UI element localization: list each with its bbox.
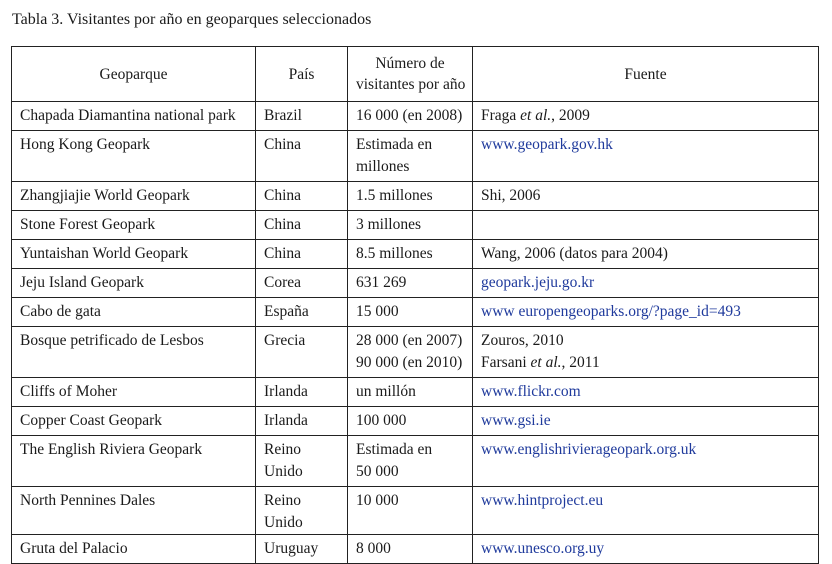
table-row (12, 182, 819, 211)
cell-geoparque (12, 102, 256, 131)
header-visitantes-line2: visitantes por año (356, 76, 466, 93)
visitantes-value: 28 000 (en 2007) (356, 332, 463, 349)
pais-name: China (264, 136, 302, 153)
fuente-pre: www.hintproject.eu (481, 492, 604, 509)
fuente-pre: geopark.jeju.go.kr (481, 274, 595, 291)
table-row (12, 327, 819, 378)
cell-geoparque (12, 131, 256, 182)
visitantes-value: un millón (356, 383, 416, 400)
geoparque-name: Cliffs of Moher (20, 383, 118, 400)
fuente-pre: www.unesco.org.uy (481, 540, 605, 557)
fuente-link[interactable] (481, 134, 810, 156)
pais-name: Reino Unido (264, 492, 303, 531)
fuente-citation (481, 330, 810, 352)
cell-visitantes (348, 407, 473, 436)
cell-fuente (473, 240, 819, 269)
pais-name: China (264, 245, 302, 262)
cell-fuente (473, 211, 819, 240)
fuente-pre: www.englishrivierageopark.org.uk (481, 441, 697, 458)
cell-geoparque (12, 211, 256, 240)
pais-name: China (264, 216, 302, 233)
pais-name: Irlanda (264, 412, 308, 429)
cell-geoparque (12, 436, 256, 487)
visitantes-value: 8 000 (356, 540, 391, 557)
fuente-link[interactable] (481, 439, 810, 461)
header-visitantes (348, 47, 473, 102)
visitantes-value: 15 000 (356, 303, 399, 320)
fuente-pre: www.geopark.gov.hk (481, 136, 613, 153)
table-row (12, 436, 819, 487)
cell-pais (256, 327, 348, 378)
cell-geoparque (12, 378, 256, 407)
cell-pais (256, 131, 348, 182)
geoparque-name: The English Riviera Geopark (20, 441, 203, 458)
visitantes-value: 10 000 (356, 492, 399, 509)
table-row (12, 487, 819, 535)
cell-geoparque (12, 269, 256, 298)
geoparque-name: Hong Kong Geopark (20, 136, 151, 153)
pais-name: Grecia (264, 332, 306, 349)
cell-pais (256, 182, 348, 211)
fuente-citation (481, 185, 810, 207)
geoparque-name: Gruta del Palacio (20, 540, 128, 557)
pais-name: España (264, 303, 309, 320)
fuente-citation (481, 243, 810, 265)
cell-visitantes (348, 487, 473, 535)
table-row (12, 240, 819, 269)
cell-fuente (473, 436, 819, 487)
fuente-link[interactable] (481, 301, 810, 323)
cell-geoparque (12, 240, 256, 269)
cell-pais (256, 240, 348, 269)
pais-name: China (264, 187, 302, 204)
cell-pais (256, 102, 348, 131)
visitantes-value: Estimada en (356, 136, 433, 153)
cell-pais (256, 535, 348, 564)
cell-pais (256, 298, 348, 327)
table-caption: Tabla 3. Visitantes por año en geoparques seleccionados (12, 11, 372, 28)
cell-pais (256, 211, 348, 240)
cell-fuente (473, 102, 819, 131)
visitantes-value: 3 millones (356, 216, 422, 233)
fuente-em: et al. (530, 354, 562, 371)
fuente-pre: Shi, 2006 (481, 187, 541, 204)
table-row (12, 407, 819, 436)
fuente-link[interactable] (481, 272, 810, 294)
cell-fuente (473, 487, 819, 535)
cell-visitantes (348, 327, 473, 378)
cell-visitantes (348, 298, 473, 327)
fuente-pre: Fraga (481, 107, 521, 124)
geoparque-name: Chapada Diamantina national park (20, 107, 236, 124)
cell-fuente (473, 131, 819, 182)
cell-pais (256, 269, 348, 298)
visitantes-value: 631 269 (356, 274, 407, 291)
fuente-link[interactable] (481, 381, 810, 403)
fuente-post: , 2009 (551, 107, 590, 124)
cell-geoparque (12, 298, 256, 327)
fuente-post: , 2011 (561, 354, 600, 371)
visitantes-value: 16 000 (en 2008) (356, 107, 463, 124)
fuente-link[interactable] (481, 538, 810, 560)
geoparque-name: Stone Forest Geopark (20, 216, 156, 233)
fuente-citation (481, 105, 810, 127)
cell-visitantes (348, 182, 473, 211)
visitantes-value: 100 000 (356, 412, 407, 429)
table-row (12, 535, 819, 564)
visitantes-value: Estimada en (356, 441, 433, 458)
cell-pais (256, 436, 348, 487)
cell-visitantes (348, 240, 473, 269)
fuente-em: et al. (520, 107, 552, 124)
fuente-pre: www europengeoparks.org/?page_id=493 (481, 303, 741, 320)
cell-visitantes (348, 378, 473, 407)
fuente-citation (481, 352, 810, 374)
cell-fuente (473, 378, 819, 407)
visitantes-value: 8.5 millones (356, 245, 433, 262)
geoparque-name: Bosque petrificado de Lesbos (20, 332, 204, 349)
cell-visitantes (348, 436, 473, 487)
cell-fuente (473, 269, 819, 298)
cell-visitantes (348, 535, 473, 564)
cell-geoparque (12, 327, 256, 378)
cell-fuente (473, 298, 819, 327)
cell-fuente (473, 407, 819, 436)
header-row (12, 47, 819, 102)
cell-visitantes (348, 269, 473, 298)
cell-geoparque (12, 535, 256, 564)
fuente-pre: www.flickr.com (481, 383, 581, 400)
geoparque-name: Zhangjiajie World Geopark (20, 187, 190, 204)
pais-name: Uruguay (264, 540, 319, 557)
cell-pais (256, 407, 348, 436)
pais-name: Reino Unido (264, 441, 303, 480)
table-row (12, 131, 819, 182)
cell-fuente (473, 182, 819, 211)
header-geoparque: Geoparque (12, 47, 256, 102)
cell-fuente (473, 327, 819, 378)
cell-pais (256, 487, 348, 535)
cell-geoparque (12, 407, 256, 436)
fuente-link[interactable] (481, 490, 810, 512)
geoparque-name: Copper Coast Geopark (20, 412, 163, 429)
visitantes-value: 1.5 millones (356, 187, 433, 204)
pais-name: Irlanda (264, 383, 308, 400)
pais-name: Corea (264, 274, 302, 291)
visitors-table (11, 46, 819, 564)
header-fuente: Fuente (473, 47, 819, 102)
header-visitantes-line1: Número de (375, 55, 445, 72)
cell-visitantes (348, 102, 473, 131)
table-row (12, 102, 819, 131)
geoparque-name: Cabo de gata (20, 303, 101, 320)
visitantes-value: 50 000 (356, 463, 399, 480)
cell-pais (256, 378, 348, 407)
visitantes-value: 90 000 (en 2010) (356, 354, 463, 371)
pais-name: Brazil (264, 107, 302, 124)
cell-fuente (473, 535, 819, 564)
fuente-pre: Wang, 2006 (datos para 2004) (481, 245, 668, 262)
table-row (12, 298, 819, 327)
cell-visitantes (348, 131, 473, 182)
cell-geoparque (12, 487, 256, 535)
header-pais: País (256, 47, 348, 102)
visitantes-value: millones (356, 158, 410, 175)
cell-visitantes (348, 211, 473, 240)
geoparque-name: Yuntaishan World Geopark (20, 245, 189, 262)
fuente-pre: Farsani (481, 354, 531, 371)
table-row (12, 269, 819, 298)
cell-geoparque (12, 182, 256, 211)
table-row (12, 211, 819, 240)
fuente-pre: Zouros, 2010 (481, 332, 564, 349)
fuente-pre: www.gsi.ie (481, 412, 551, 429)
fuente-link[interactable] (481, 410, 810, 432)
geoparque-name: North Pennines Dales (20, 492, 156, 509)
geoparque-name: Jeju Island Geopark (20, 274, 144, 291)
table-row (12, 378, 819, 407)
